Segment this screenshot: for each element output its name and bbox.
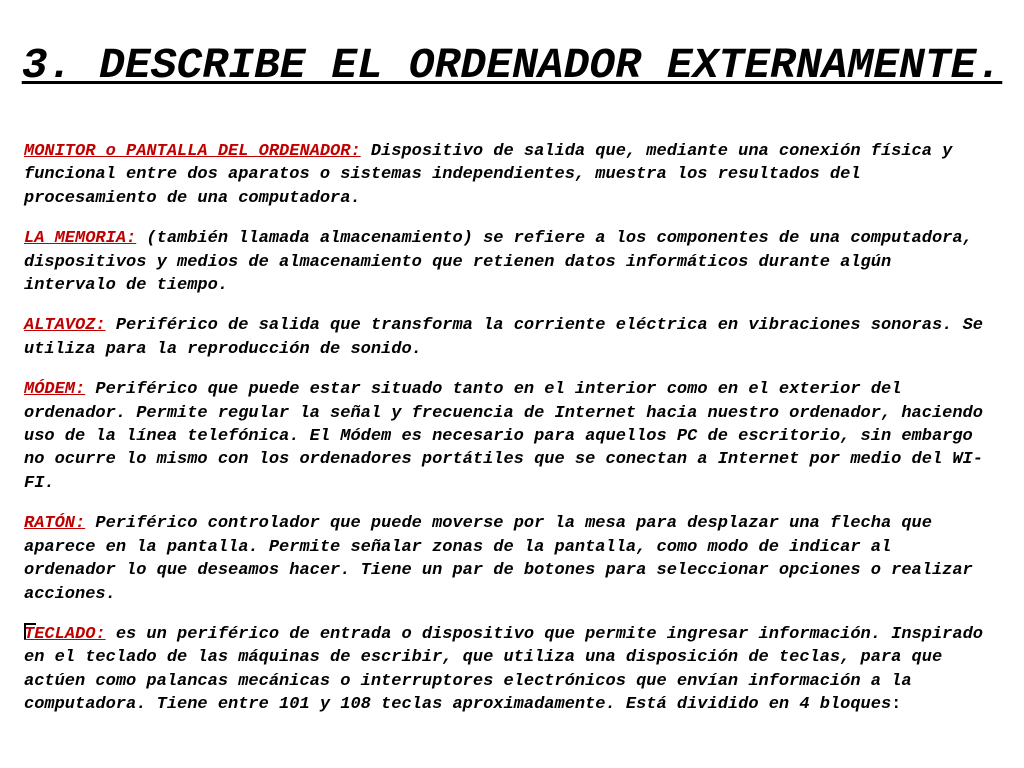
term-teclado: TECLADO: — [24, 624, 106, 644]
section-altavoz — [24, 314, 984, 361]
section-monitor — [24, 140, 984, 210]
definition-altavoz: Periférico de salida que transforma la corriente eléctrica en vibraciones sonoras. Se utiliza para la reproducción de sonido. — [24, 316, 983, 359]
section-raton — [24, 512, 984, 606]
term-monitor: MONITOR o PANTALLA DEL ORDENADOR: — [24, 142, 361, 161]
slide-title: 3. DESCRIBE EL ORDENADOR EXTERNAMENTE. — [21, 41, 1003, 90]
slide-content — [24, 140, 984, 734]
definition-teclado-tail: : — [891, 695, 902, 715]
term-altavoz: ALTAVOZ: — [24, 316, 106, 336]
definition-modem: Periférico que puede estar situado tanto en el interior como en el exterior del ordenador. Permite regular la señal y frecuencia de Internet hacia nuestro ordenador, haciendo uso de la línea telefónica. El Módem es necesario para aquellos PC de escritorio, sin embargo no ocurre lo mismo con los ordenadores portátiles que se conectan a Internet por medio del WI-FI. — [24, 380, 983, 493]
section-modem — [24, 378, 984, 495]
definition-memoria: (también llamada almacenamiento) se refiere a los componentes de una computadora, dispositivos y medios de almacenamiento que retienen datos informáticos durante algún intervalo de tiempo. — [24, 229, 973, 296]
definition-monitor: Dispositivo de salida que, mediante una conexión física y funcional entre dos aparatos o sistemas independientes, muestra los resultados del procesamiento de una computadora. — [24, 142, 953, 208]
definition-teclado: es un periférico de entrada o dispositivo que permite ingresar información. Inspirado en el teclado de las máquinas de escribir, que utiliza una disposición de teclas, para que actúen como palancas mecánicas o interruptores electrónicos que envían información a la computadora. Tiene entre 101 y 108 teclas aproximadamente. Está dividido en 4 bloques — [24, 624, 983, 715]
term-modem: MÓDEM: — [24, 380, 86, 400]
section-teclado — [24, 623, 984, 717]
term-memoria: LA MEMORIA: — [24, 229, 137, 249]
definition-raton: Periférico controlador que puede moverse por la mesa para desplazar una flecha que aparece en la pantalla. Permite señalar zonas de la pantalla, como modo de indicar al ordenador lo que deseamos hacer. Tiene un par de botones para seleccionar opciones o realizar acciones. — [24, 514, 973, 604]
section-memoria — [24, 227, 984, 297]
term-raton: RATÓN: — [24, 514, 86, 534]
